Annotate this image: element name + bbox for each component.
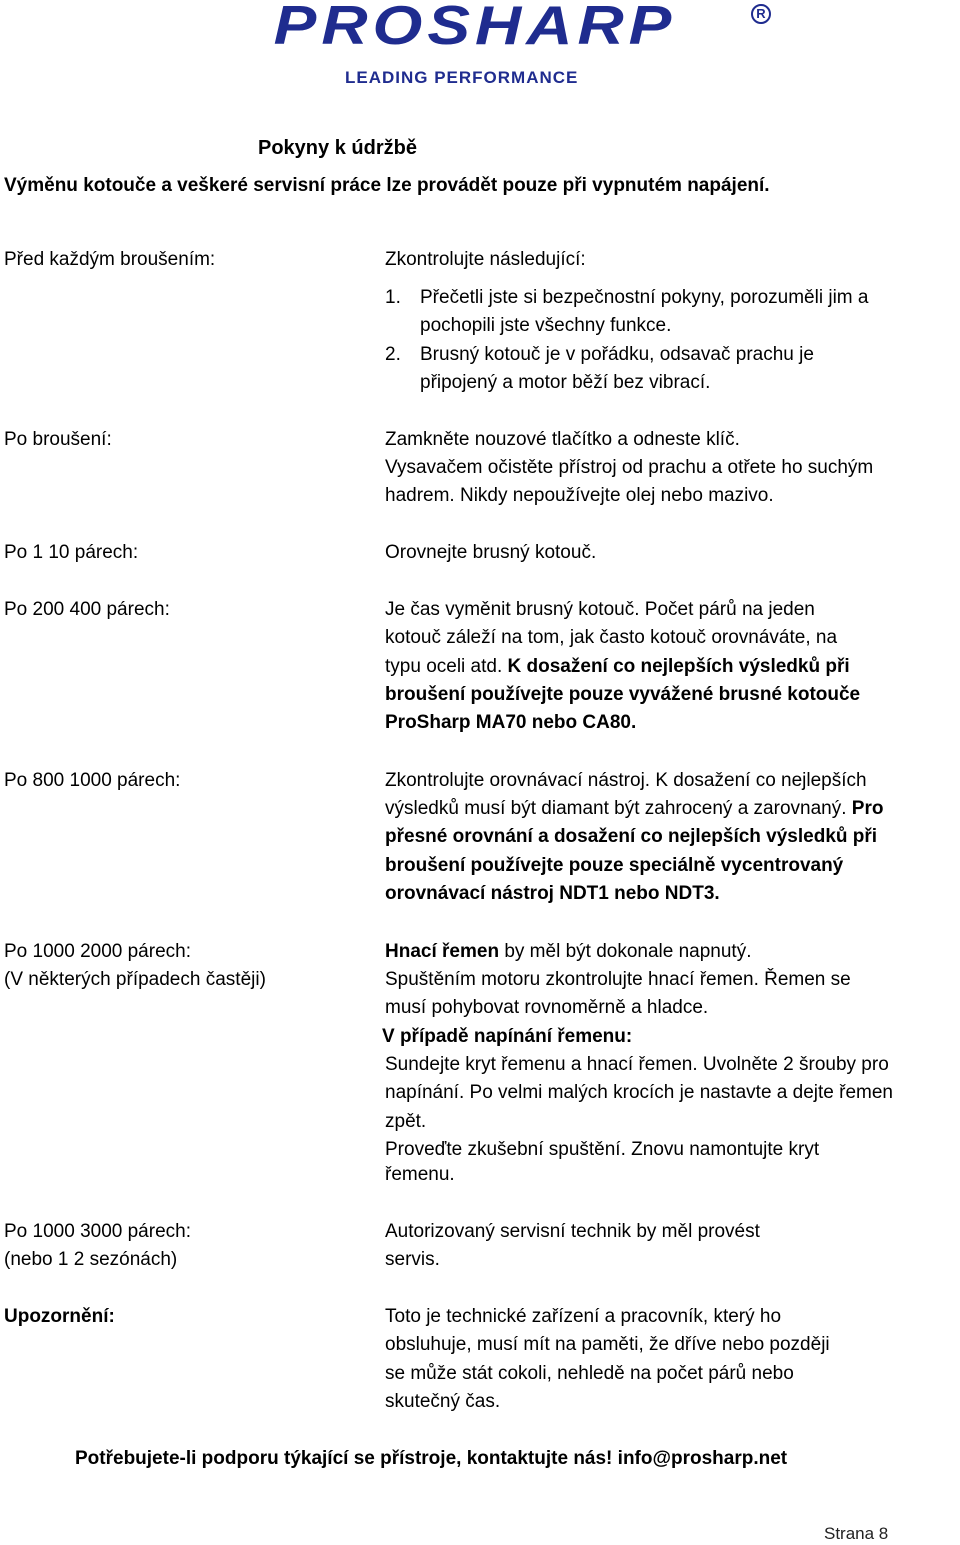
text-200-400: kotouč záleží na tom, jak často kotouč orovnáváte, na (385, 627, 838, 648)
safety-warning: Výměnu kotouče a veškeré servisní práce lze provádět pouze při vypnutém napájení. (4, 175, 770, 196)
text-1000-2000 (385, 941, 751, 963)
text-200-400-plain: typu oceli atd. (385, 656, 508, 677)
note-text: se může stát cokoli, nehledě na počet párů nebo (385, 1363, 794, 1384)
text-200-400-bold: K dosažení co nejlepších výsledků při (507, 656, 850, 677)
list-item-text: Přečetli jste si bezpečnostní pokyny, porozuměli jim a (420, 287, 869, 308)
section-sublabel-1000-3000: (nebo 1 2 sezónách) (4, 1249, 178, 1270)
list-item-number: 1. (385, 287, 401, 308)
registered-mark-icon: R (751, 4, 771, 24)
text-1000-3000: servis. (385, 1249, 440, 1270)
text-1000-2000-bold: Hnací řemen (385, 941, 500, 962)
text-200-400 (385, 656, 850, 678)
section-label-800-1000: Po 800 1000 párech: (4, 770, 181, 791)
text-1000-2000: Proveďte zkušební spuštění. Znovu namontujte kryt (385, 1139, 820, 1160)
text-200-400-bold: broušení používejte pouze vyvážené brusné kotouče (385, 684, 861, 705)
list-item-text: Brusný kotouč je v pořádku, odsavač prachu je (420, 344, 814, 365)
text-800-1000-bold: Pro (851, 798, 884, 819)
support-contact: Potřebujete-li podporu týkající se přístroje, kontaktujte nás! info@prosharp.net (75, 1448, 788, 1469)
after-text: Vysavačem očistěte přístroj od prachu a otřete ho suchým (385, 457, 874, 478)
page-number: Strana 8 (824, 1524, 889, 1543)
section-label-200-400: Po 200 400 párech: (4, 599, 170, 620)
section-label-after: Po broušení: (4, 429, 112, 450)
text-1000-2000: zpět. (385, 1111, 427, 1132)
note-text: obsluhuje, musí mít na paměti, že dříve nebo později (385, 1334, 830, 1355)
belt-tension-subheading: V případě napínání řemenu: (382, 1026, 633, 1047)
section-label-note: Upozornění: (4, 1306, 115, 1327)
text-800-1000-bold: broušení používejte pouze speciálně vycentrovaný (385, 855, 844, 876)
after-text: Zamkněte nouzové tlačítko a odneste klíč. (385, 429, 740, 450)
text-1000-2000: musí pohybovat rovnoměrně a hladce. (385, 997, 709, 1018)
text-800-1000-plain: výsledků musí být diamant být zahrocený a zarovnaný. (385, 798, 852, 819)
text-1000-2000: napínání. Po velmi malých krocích je nastavte a dejte řemen (385, 1082, 893, 1103)
section-sublabel-1000-2000: (V některých případech častěji) (4, 969, 266, 990)
list-item-text: pochopili jste všechny funkce. (420, 315, 672, 336)
prosharp-logo (195, 0, 775, 95)
text-1000-3000: Autorizovaný servisní technik by měl provést (385, 1221, 760, 1242)
text-1000-2000-plain: by měl být dokonale napnutý. (499, 941, 752, 962)
section-label-before: Před každým broušením: (4, 249, 216, 270)
logo-tagline: LEADING PERFORMANCE (345, 68, 579, 87)
note-text: skutečný čas. (385, 1391, 501, 1412)
text-800-1000 (385, 798, 883, 820)
before-intro: Zkontrolujte následující: (385, 249, 586, 270)
section-label-1000-2000: Po 1000 2000 párech: (4, 941, 191, 962)
text-200-400-bold: ProSharp MA70 nebo CA80. (385, 712, 637, 733)
list-item-text: připojený a motor běží bez vibrací. (420, 372, 711, 393)
page-title: Pokyny k údržbě (258, 137, 417, 159)
text-800-1000-bold: orovnávací nástroj NDT1 nebo NDT3. (385, 883, 720, 904)
text-800-1000-bold: přesné orovnání a dosažení co nejlepších výsledků při (385, 826, 878, 847)
section-label-1000-3000: Po 1000 3000 párech: (4, 1221, 191, 1242)
note-text: Toto je technické zařízení a pracovník, který ho (385, 1306, 782, 1327)
text-800-1000: Zkontrolujte orovnávací nástroj. K dosažení co nejlepších (385, 770, 867, 791)
section-label-1-10: Po 1 10 párech: (4, 542, 139, 563)
list-item-number: 2. (385, 344, 401, 365)
text-1000-2000: Sundejte kryt řemenu a hnací řemen. Uvolněte 2 šrouby pro (385, 1054, 889, 1075)
text-200-400: Je čas vyměnit brusný kotouč. Počet párů na jeden (385, 599, 815, 620)
after-text: hadrem. Nikdy nepoužívejte olej nebo mazivo. (385, 485, 774, 506)
text-1000-2000: řemenu. (385, 1164, 455, 1185)
logo-wordmark: PROSHARP (273, 0, 677, 56)
text-1-10: Orovnejte brusný kotouč. (385, 542, 597, 563)
text-1000-2000: Spuštěním motoru zkontrolujte hnací řemen. Řemen se (385, 969, 851, 990)
